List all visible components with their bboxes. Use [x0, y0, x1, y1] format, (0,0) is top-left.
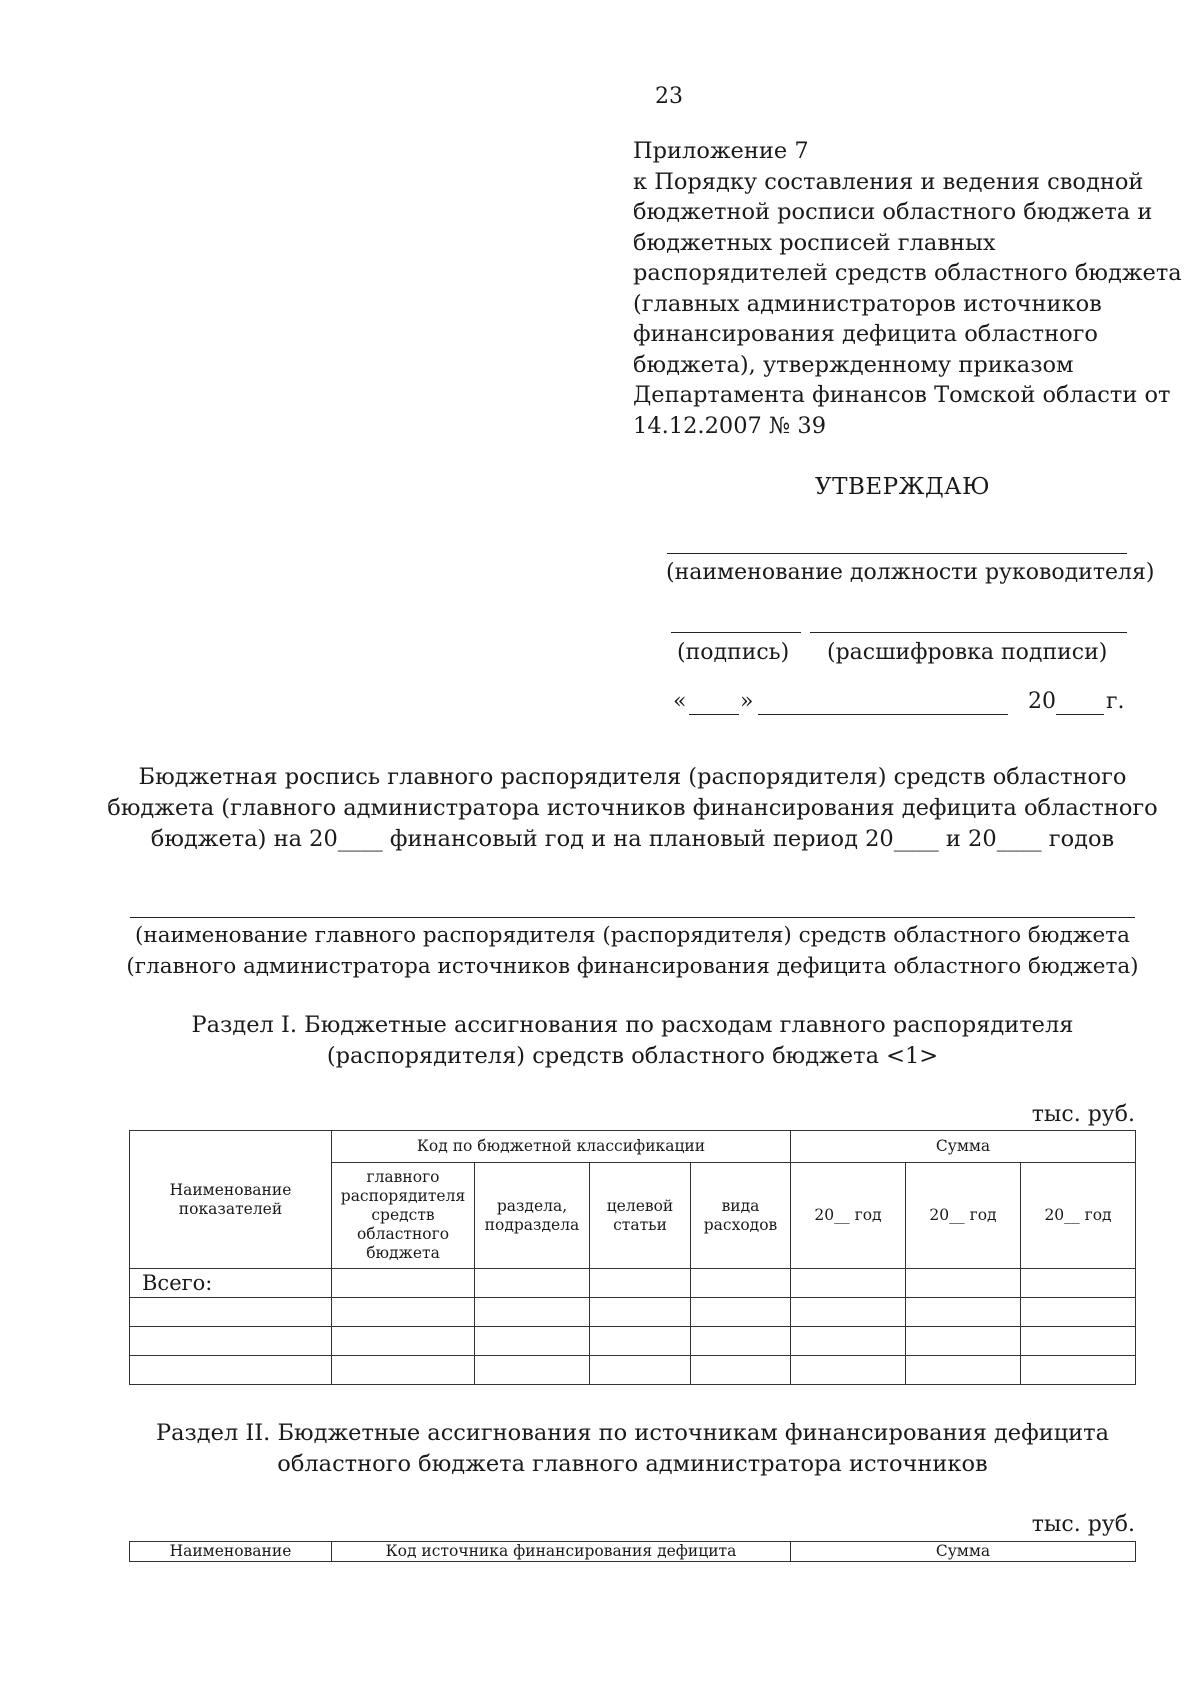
section1-title-line: Раздел I. Бюджетные ассигнования по расходам главного распорядителя — [191, 1012, 1074, 1038]
table-cell[interactable] — [130, 1327, 332, 1356]
table-cell[interactable] — [590, 1269, 691, 1298]
table-cell[interactable] — [791, 1327, 906, 1356]
table-cell[interactable] — [791, 1356, 906, 1385]
section2-title-line: Раздел II. Бюджетные ассигнования по источникам финансирования дефицита — [155, 1420, 1110, 1446]
header-code-group: Код по бюджетной классификации — [332, 1131, 791, 1163]
section1-title — [90, 1010, 1175, 1072]
table-cell[interactable] — [590, 1356, 691, 1385]
header-code-section: раздела, подраздела — [475, 1163, 590, 1269]
appendix-line: (главных администраторов источников — [633, 290, 1102, 317]
date-day-line[interactable] — [689, 714, 739, 715]
s2-header-code: Код источника финансирования дефицита — [332, 1542, 791, 1562]
table-cell[interactable] — [691, 1298, 791, 1327]
table-cell[interactable] — [1021, 1269, 1136, 1298]
date-open-quote: « — [673, 689, 687, 714]
table-row-total — [130, 1269, 1136, 1298]
header-year1: 20__ год — [791, 1163, 906, 1269]
table-cell[interactable] — [475, 1298, 590, 1327]
section1-units: тыс. руб. — [1031, 1102, 1135, 1127]
position-line[interactable] — [667, 553, 1127, 554]
appendix-line: Приложение 7 — [633, 138, 809, 164]
table-cell[interactable] — [906, 1356, 1021, 1385]
table-cell[interactable] — [332, 1298, 475, 1327]
approval-heading: УТВЕРЖДАЮ — [815, 474, 991, 500]
header-code-main: главного распорядителя средств областного бюджета — [332, 1163, 475, 1269]
position-caption: (наименование должности руководителя) — [666, 560, 1155, 585]
header-year2: 20__ год — [906, 1163, 1021, 1269]
table-cell[interactable] — [590, 1298, 691, 1327]
appendix-line: бюджетных росписей главных — [633, 229, 996, 256]
section1-title-line: (распорядителя) средств областного бюджета <1> — [326, 1043, 939, 1069]
appendix-line: Департамента финансов Томской области от — [633, 382, 1171, 408]
date-close-quote: » — [740, 689, 754, 714]
table-cell[interactable] — [130, 1356, 332, 1385]
header-sum-group: Сумма — [791, 1131, 1136, 1163]
table-cell[interactable] — [791, 1269, 906, 1298]
date-month-line[interactable] — [758, 714, 1008, 715]
table-cell[interactable] — [475, 1327, 590, 1356]
table-cell[interactable] — [475, 1269, 590, 1298]
table-cell[interactable] — [332, 1356, 475, 1385]
date-year-prefix: 20 — [1028, 689, 1056, 714]
section2-title-line: областного бюджета главного администратора источников — [277, 1451, 988, 1477]
signature-caption: (подпись) — [677, 640, 790, 665]
table-cell[interactable] — [1021, 1298, 1136, 1327]
table-cell[interactable] — [791, 1298, 906, 1327]
section2-units: тыс. руб. — [1031, 1512, 1135, 1537]
signature-decode-line[interactable] — [810, 632, 1127, 633]
table-cell[interactable] — [332, 1327, 475, 1356]
document-title — [90, 762, 1175, 855]
signature-line[interactable] — [671, 632, 801, 633]
s2-header-sum: Сумма — [791, 1542, 1136, 1562]
title-line: Бюджетная роспись главного распорядителя (распорядителя) средств областного — [138, 764, 1127, 790]
header-name: Наименование показателей — [130, 1131, 332, 1269]
org-caption-line: (главного администратора источников финансирования дефицита областного бюджета) — [126, 954, 1139, 979]
header-code-target: целевой статьи — [590, 1163, 691, 1269]
section1-table — [129, 1130, 1136, 1385]
table-cell[interactable] — [1021, 1356, 1136, 1385]
appendix-line: распорядителей средств областного бюджета — [633, 260, 1182, 286]
appendix-line: финансирования дефицита областного — [633, 321, 1098, 347]
organization-caption — [90, 920, 1175, 982]
title-line: бюджета) на 20____ финансовый год и на плановый период 20____ и 20____ годов — [150, 826, 1115, 852]
table-cell[interactable] — [1021, 1327, 1136, 1356]
table-cell[interactable] — [590, 1327, 691, 1356]
table-cell[interactable] — [475, 1356, 590, 1385]
total-label: Всего: — [130, 1269, 332, 1298]
table-cell[interactable] — [332, 1269, 475, 1298]
date-year-suffix: г. — [1106, 689, 1125, 714]
table-cell[interactable] — [691, 1269, 791, 1298]
section2-title — [90, 1418, 1175, 1480]
signature-decode-caption: (расшифровка подписи) — [827, 640, 1108, 665]
s2-header-name: Наименование — [130, 1542, 332, 1562]
table-cell[interactable] — [691, 1327, 791, 1356]
date-year-line[interactable] — [1056, 714, 1104, 715]
table-row — [130, 1327, 1136, 1356]
table-row — [130, 1298, 1136, 1327]
organization-line[interactable] — [130, 917, 1135, 918]
table-cell[interactable] — [691, 1356, 791, 1385]
appendix-line: бюджета), утвержденному приказом — [633, 351, 1074, 378]
table-row — [130, 1356, 1136, 1385]
table-cell[interactable] — [906, 1327, 1021, 1356]
table-cell[interactable] — [906, 1298, 1021, 1327]
appendix-line: к Порядку составления и ведения сводной — [633, 168, 1144, 195]
page-number: 23 — [655, 84, 683, 109]
table-cell[interactable] — [130, 1298, 332, 1327]
title-line: бюджета (главного администратора источников финансирования дефицита областного — [107, 795, 1158, 821]
header-code-type: вида расходов — [691, 1163, 791, 1269]
appendix-line: 14.12.2007 № 39 — [633, 412, 827, 439]
table-cell[interactable] — [906, 1269, 1021, 1298]
appendix-line: бюджетной росписи областного бюджета и — [633, 199, 1153, 225]
header-year3: 20__ год — [1021, 1163, 1136, 1269]
appendix-header — [633, 136, 1193, 441]
section2-table — [129, 1541, 1136, 1562]
org-caption-line: (наименование главного распорядителя (распорядителя) средств областного бюджета — [135, 923, 1130, 948]
